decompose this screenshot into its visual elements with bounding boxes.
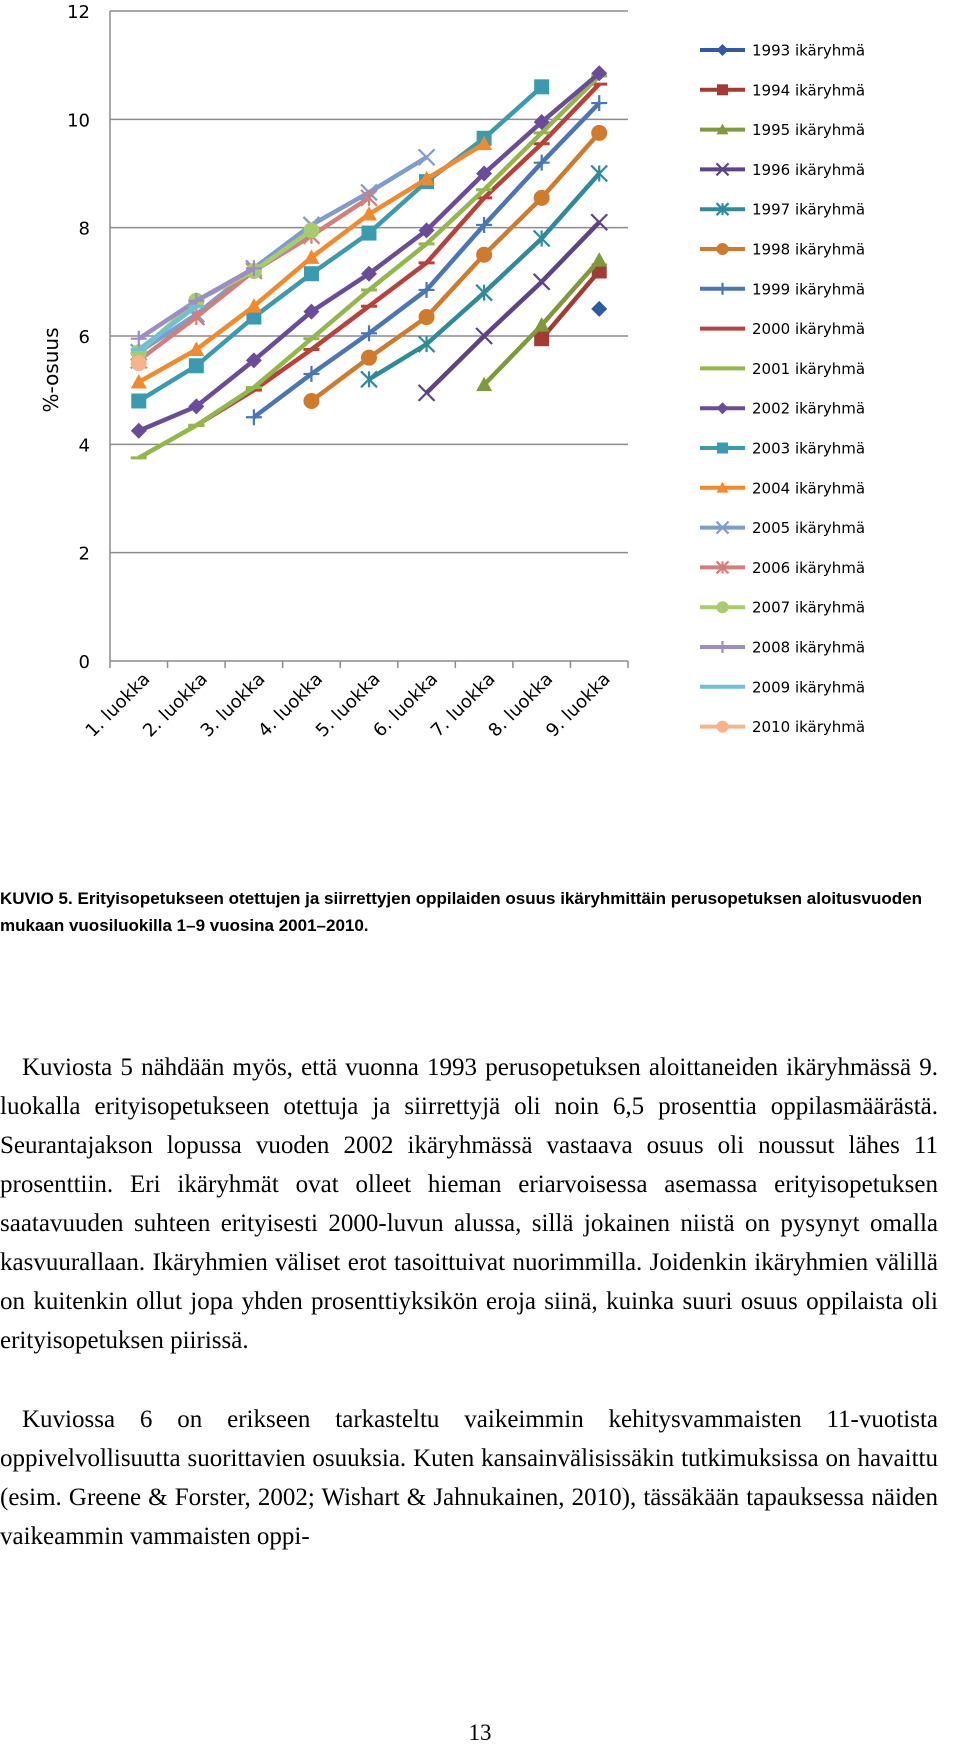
legend-item (700, 718, 865, 736)
line-chart (0, 0, 960, 840)
legend-item (700, 440, 865, 458)
x-tick-label: 5. luokka (311, 668, 385, 742)
data-point (131, 423, 147, 439)
data-point (131, 355, 147, 371)
data-point (419, 149, 435, 165)
x-tick-label: 2. luokka (139, 668, 212, 742)
data-point (303, 222, 319, 238)
caption-label: KUVIO 5. (0, 889, 73, 908)
x-tick-label: 3. luokka (196, 668, 270, 742)
x-tick-label: 1. luokka (81, 668, 155, 742)
legend-item (700, 81, 865, 99)
x-tick-label: 9. luokka (542, 668, 615, 742)
series-line (131, 260, 262, 346)
legend-label: 1997 ikäryhmä (752, 200, 866, 219)
data-point (361, 371, 377, 387)
series-path (427, 222, 600, 393)
data-point (591, 252, 607, 266)
y-tick-label: 10 (67, 110, 90, 132)
data-point (131, 394, 146, 409)
data-point (476, 285, 492, 301)
series-line (131, 190, 377, 369)
legend-item (700, 320, 865, 338)
legend-label: 1998 ikäryhmä (752, 240, 866, 259)
legend-item (700, 241, 865, 259)
legend-item (700, 599, 865, 617)
x-tick-label: 4. luokka (254, 668, 327, 742)
data-point (591, 301, 607, 317)
x-tick-label: 7. luokka (426, 668, 500, 742)
legend (700, 42, 865, 737)
data-point (717, 44, 729, 56)
data-point (717, 283, 729, 295)
caption-text: Erityisopetukseen otettujen ja siirrettyjen oppilaiden osuus ikäryhmittäin perusopetuksen aloitusvuoden mukaan vuosiluokilla 1–9 vuosina 2001–2010. (0, 889, 922, 935)
data-point (419, 309, 435, 325)
legend-item (700, 42, 865, 60)
data-point (717, 601, 729, 613)
y-tick-label: 2 (78, 543, 90, 565)
legend-item (700, 519, 865, 537)
legend-label: 2003 ikäryhmä (752, 439, 866, 458)
y-tick-label: 8 (78, 218, 90, 240)
series-lines (131, 65, 607, 458)
legend-label: 1993 ikäryhmä (752, 41, 866, 60)
body-paragraph-2: Kuviossa 6 on erikseen tarkasteltu vaikeimmin kehitysvammaisten 11-vuotista oppivelvollisuutta suorittavien osuuksia. Kuten kansainvälisissäkin tutkimuksissa on havaittu (esim. Greene & Forster, 2002; Wishart & Jahnukainen, 2010), tässäkään tapauksessa näiden vaikeammin vammaisten oppi- (0, 1406, 938, 1550)
data-point (717, 721, 729, 733)
data-point (304, 266, 319, 281)
data-point (361, 350, 377, 366)
legend-label: 1995 ikäryhmä (752, 121, 866, 140)
series-line (131, 79, 549, 408)
legend-label: 1994 ikäryhmä (752, 81, 866, 100)
legend-item (700, 639, 865, 657)
legend-label: 1996 ikäryhmä (752, 160, 866, 179)
y-tick-label: 0 (78, 652, 90, 673)
legend-label: 2009 ikäryhmä (752, 678, 866, 697)
data-point (534, 274, 550, 290)
data-point (303, 393, 319, 409)
legend-label: 2008 ikäryhmä (752, 638, 866, 657)
data-point (717, 402, 729, 414)
legend-item (700, 360, 865, 378)
data-point (534, 231, 550, 247)
series-line (131, 355, 147, 371)
legend-item (700, 161, 865, 179)
data-point (534, 79, 549, 94)
legend-item (700, 479, 865, 497)
legend-label: 2002 ikäryhmä (752, 399, 866, 418)
legend-item (700, 400, 865, 418)
page-number: 13 (468, 1720, 492, 1745)
data-point (419, 385, 435, 401)
data-point (591, 166, 607, 182)
data-point (591, 125, 607, 141)
legend-label: 2010 ikäryhmä (752, 718, 866, 737)
data-point (717, 243, 729, 255)
legend-label: 2006 ikäryhmä (752, 558, 866, 577)
legend-label: 2000 ikäryhmä (752, 320, 866, 339)
data-point (419, 336, 435, 352)
legend-label: 2007 ikäryhmä (752, 598, 866, 617)
legend-item (700, 559, 865, 577)
y-axis-label: %-osuus (39, 327, 63, 413)
y-tick-label: 6 (78, 327, 90, 348)
figure-caption (0, 885, 940, 939)
data-point (476, 247, 492, 263)
data-point (717, 641, 729, 653)
legend-item (700, 201, 865, 219)
y-tick-label: 4 (78, 435, 90, 457)
data-point (362, 226, 377, 241)
legend-item (700, 280, 865, 298)
y-tick-label: 12 (67, 2, 90, 23)
series-path (542, 271, 600, 339)
x-tick-label: 8. luokka (484, 668, 558, 742)
legend-item (700, 121, 865, 139)
legend-label: 2001 ikäryhmä (752, 359, 866, 378)
legend-label: 1999 ikäryhmä (752, 280, 866, 299)
data-point (717, 84, 728, 95)
body-paragraph-1: Kuviosta 5 nähdään myös, että vuonna 1993 perusopetuksen aloittaneiden ikäryhmässä 9. luokalla erityisopetukseen otettuja ja siirrettyjä oli noin 6,5 prosenttia oppilasmäärästä. Seurantajakson lopussa vuoden 2002 ikäryhmässä vastaava osuus oli noussut lähes 11 prosenttiin. Eri ikäryhmät ovat olleet hieman eriarvoisessa asemassa erityisopetuksen saatavuuden suhteen erityisesti 2000-luvun alussa, sillä jokainen niistä on pysynyt omalla kasvuurallaan. Ikäryhmien väliset erot tasoittuivat nuorimmilla. Joidenkin ikäryhmien välillä on kuitenkin ollut jopa yhden prosenttiyksikön eroja siinä, kuinka suuri osuus oppilaista oli erityisopetuksen piirissä. (0, 1054, 938, 1354)
data-point (189, 358, 204, 373)
legend-item (700, 678, 865, 696)
legend-label: 2004 ikäryhmä (752, 479, 866, 498)
x-tick-label: 6. luokka (369, 668, 443, 742)
data-point (717, 443, 728, 454)
series-path (139, 306, 197, 349)
series-line (476, 252, 607, 391)
series-line (591, 301, 607, 317)
data-point (534, 190, 550, 206)
legend-label: 2005 ikäryhmä (752, 519, 866, 538)
